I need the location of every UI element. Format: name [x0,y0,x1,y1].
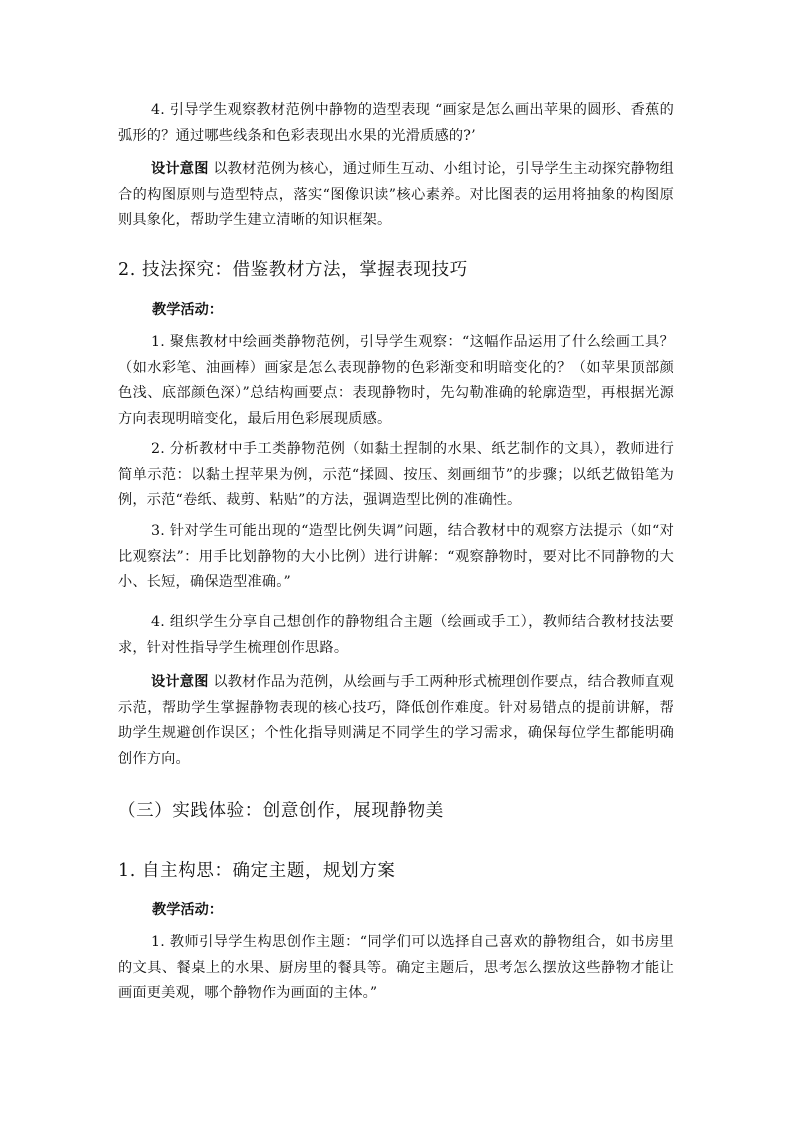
technique-step-2: 2. 分析教材中手工类静物范例（如黏土捏制的水果、纸艺制作的文具），教师进行简单示范：以黏土捏苹果为例，示范“揉圆、按压、刻画细节”的步骤；以纸艺做铅笔为例，示范“卷纸、裁剪、粘贴”的方法，强调造型比例的准确性。 [118,441,674,508]
observation-step-4: 4. 引导学生观察教材范例中静物的造型表现 “画家是怎么画出苹果的圆形、香蕉的弧形的？通过哪些线条和色彩表现出水果的光滑质感的?’ [118,102,674,144]
design-intent-2 [118,670,674,772]
design-intent-1 [118,157,674,234]
teaching-activity-label: 教学活动： [152,902,223,918]
subsection-heading-conceive: 1. 自主构思：确定主题，规划方案 [118,861,396,881]
design-intent-label: 设计意图 [151,161,209,177]
design-intent-text: 以教材范例为核心，通过师生互动、小组讨论，引导学生主动探究静物组合的构图原则与造型特点，落实“图像识读”核心素养。对比图表的运用将抽象的构图原则具象化，帮助学生建立清晰的知识框架。 [118,161,674,228]
technique-step-3: 3. 针对学生可能出现的“造型比例失调”问题，结合教材中的观察方法提示（如“对比观察法”：用手比划静物的大小比例）进行讲解：“观察静物时，要对比不同静物的大小、长短，确保造型准确。” [118,523,674,590]
section-heading-technique: 2. 技法探究：借鉴教材方法，掌握表现技巧 [118,260,468,280]
technique-step-1: 1. 聚焦教材中绘画类静物范例，引导学生观察：“这幅作品运用了什么绘画工具？（如水彩笔、油画棒）画家是怎么表现静物的色彩渐变和明暗变化的？（如苹果顶部颜色浅、底部颜色深）”总结构画要点：表现静物时，先勾勒准确的轮廓造型，再根据光源方向表现明暗变化，最后用色彩展现质感。 [118,334,674,427]
conceive-step-1: 1. 教师引导学生构思创作主题：“同学们可以选择自己喜欢的静物组合，如书房里的文具、餐桌上的水果、厨房里的餐具等。确定主题后，思考怎么摆放这些静物才能让画面更美观，哪个静物作为画面的主体。” [118,934,674,1001]
section-heading-practice: （三）实践体验：创意创作，展现静物美 [118,801,444,821]
design-intent-text: 以教材作品为范例，从绘画与手工两种形式梳理创作要点，结合教师直观示范，帮助学生掌握静物表现的核心技巧，降低创作难度。针对易错点的提前讲解，帮助学生规避创作误区；个性化指导则满足不同学生的学习需求，确保每位学生都能明确创作方向。 [118,674,674,767]
design-intent-label: 设计意图 [151,674,209,690]
teaching-activity-label: 教学活动： [152,302,223,318]
technique-step-4: 4. 组织学生分享自己想创作的静物组合主题（绘画或手工），教师结合教材技法要求，针对性指导学生梳理创作思路。 [118,614,674,656]
